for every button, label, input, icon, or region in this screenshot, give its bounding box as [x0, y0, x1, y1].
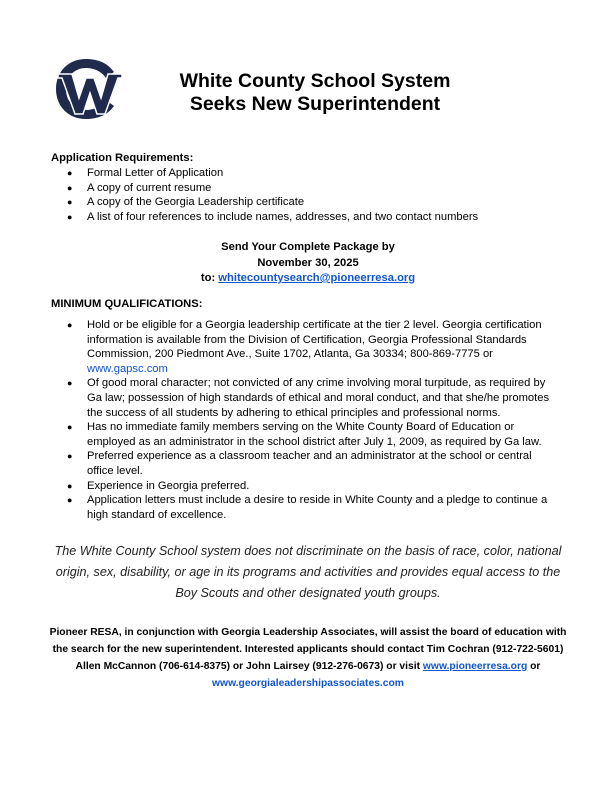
list-item: ● Experience in Georgia preferred.	[51, 479, 551, 494]
send-line-1: Send Your Complete Package by	[221, 241, 395, 253]
send-package-notice	[0, 240, 616, 287]
qualifications-list	[51, 318, 551, 522]
send-deadline: November 30, 2025	[257, 256, 359, 269]
page-title	[150, 70, 480, 116]
title-line-2: Seeks New Superintendent	[189, 93, 441, 115]
list-item: ● Formal Letter of Application	[51, 166, 551, 181]
title-line-1: White County School System	[179, 70, 451, 92]
qualification-text: Hold or be eligible for a Georgia leadership certificate at the tier 2 level. Georgia certification information is available from the Division of Certification, Georgia Professional Standards Commission, 200 Piedmont Ave., Suite 1702, Atlanta, Ga 30334; 800-869-7775 or	[87, 319, 542, 361]
send-to-line	[0, 271, 616, 287]
white-county-logo	[52, 58, 132, 120]
requirements-heading: Application Requirements:	[51, 152, 194, 164]
send-to-label: to:	[200, 272, 216, 284]
or-text: or	[530, 661, 541, 672]
list-item: ● Application letters must include a desire to reside in White County and a pledge to continue a high standard of excellence.	[51, 493, 551, 522]
contact-text: Pioneer RESA, in conjunction with Georgia Leadership Associates, will assist the board of education with the search for the new superintendent. Interested applicants should contact Tim Cochran (912-722-5601) Allen McCannon (706-614-8375) or John Lairsey (912-276-0673) or visit	[49, 627, 567, 672]
pioneerresa-link[interactable]: www.pioneerresa.org	[422, 661, 528, 672]
list-item: ● A list of four references to include names, addresses, and two contact numbers	[51, 210, 551, 225]
gapsc-link[interactable]: www.gapsc.com	[87, 362, 168, 375]
pioneer-resa-contact	[44, 624, 572, 692]
list-item	[51, 318, 551, 376]
requirements-list	[51, 166, 551, 224]
list-item: ● A copy of the Georgia Leadership certificate	[51, 195, 551, 210]
qualifications-heading: MINIMUM QUALIFICATIONS:	[51, 298, 203, 310]
list-item: ● Has no immediate family members serving on the White County Board of Education or employed as an administrator in the school district after July 1, 2009, as required by Ga law.	[51, 420, 551, 449]
email-link[interactable]: whitecountysearch@pioneerresa.org	[218, 272, 416, 284]
non-discrimination-statement: The White County School system does not discriminate on the basis of race, color, national origin, sex, disability, or age in its programs and activities and provides equal access to the Boy Scouts and other designated youth groups.	[54, 544, 562, 600]
list-item: ● Of good moral character; not convicted of any crime involving moral turpitude, as required by Ga law; possession of high standards of ethical and moral conduct, and that she/he promotes the success of all students by adhering to ethical principles and professional norms.	[51, 376, 551, 420]
list-item: ● Preferred experience as a classroom teacher and an administrator at the school or central office level.	[51, 449, 551, 478]
list-item: ● A copy of current resume	[51, 181, 551, 196]
gla-link[interactable]: www.georgialeadershipassociates.com	[212, 678, 404, 689]
